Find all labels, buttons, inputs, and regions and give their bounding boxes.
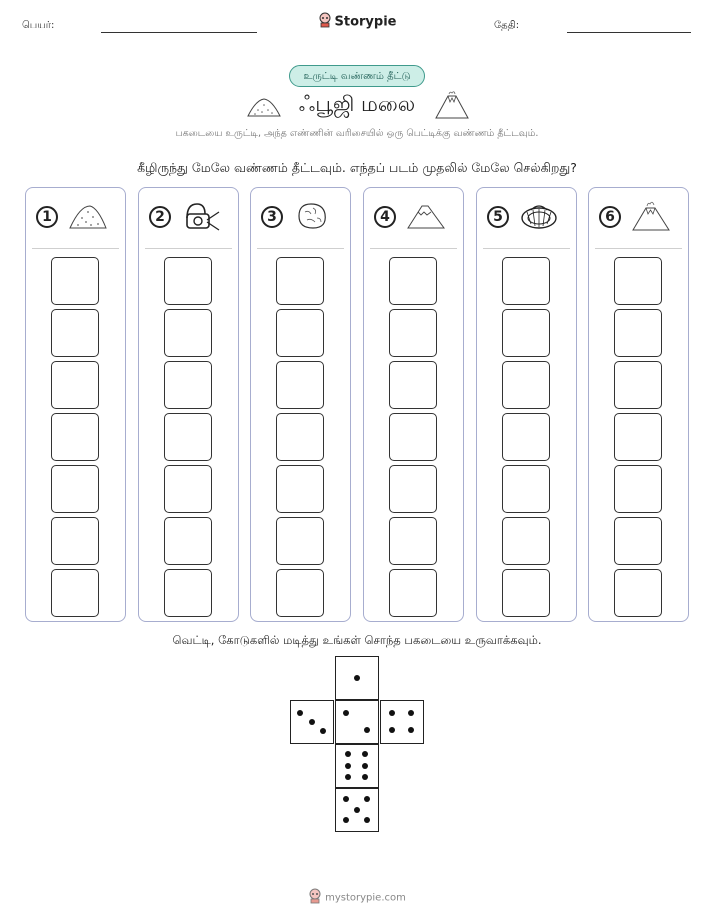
color-box[interactable] bbox=[614, 465, 662, 513]
dice-pip bbox=[297, 710, 303, 716]
date-line[interactable] bbox=[567, 32, 691, 33]
storypie-mascot-icon bbox=[308, 888, 322, 907]
dice-pip bbox=[309, 719, 315, 725]
activity-badge: உருட்டி வண்ணம் தீட்டு bbox=[289, 65, 425, 87]
color-box[interactable] bbox=[164, 413, 212, 461]
color-box[interactable] bbox=[164, 569, 212, 617]
name-line[interactable] bbox=[101, 32, 257, 33]
color-box[interactable] bbox=[164, 465, 212, 513]
dice-net bbox=[290, 656, 424, 836]
column-number: 6 bbox=[599, 206, 621, 228]
color-box[interactable] bbox=[276, 465, 324, 513]
dice-pip bbox=[354, 675, 360, 681]
dice-pip bbox=[354, 807, 360, 813]
column-4 bbox=[363, 187, 464, 622]
color-box[interactable] bbox=[502, 361, 550, 409]
straw-sandal-icon bbox=[519, 200, 559, 232]
column-number: 5 bbox=[487, 206, 509, 228]
color-box[interactable] bbox=[51, 465, 99, 513]
page-title: ஃபூஜி மலை bbox=[298, 92, 416, 116]
dice-pip bbox=[345, 774, 351, 780]
column-number: 1 bbox=[36, 206, 58, 228]
color-box[interactable] bbox=[614, 569, 662, 617]
color-box[interactable] bbox=[614, 309, 662, 357]
color-box[interactable] bbox=[502, 569, 550, 617]
brand-logo bbox=[0, 12, 714, 32]
dice-face-5 bbox=[335, 788, 379, 832]
color-box[interactable] bbox=[389, 309, 437, 357]
color-box[interactable] bbox=[502, 465, 550, 513]
footer-url[interactable]: mystorypie.com bbox=[325, 892, 406, 904]
snowy-mountain-icon bbox=[406, 200, 446, 232]
color-box[interactable] bbox=[614, 361, 662, 409]
sand-pile-icon bbox=[68, 200, 108, 232]
column-2 bbox=[138, 187, 239, 622]
column-divider bbox=[145, 248, 232, 249]
color-box[interactable] bbox=[276, 257, 324, 305]
color-box[interactable] bbox=[164, 361, 212, 409]
dice-pip bbox=[345, 751, 351, 757]
dice-face-3 bbox=[290, 700, 334, 744]
dice-pip bbox=[343, 796, 349, 802]
color-box[interactable] bbox=[389, 361, 437, 409]
color-box[interactable] bbox=[51, 361, 99, 409]
color-box[interactable] bbox=[51, 309, 99, 357]
question-text: கீழிருந்து மேலே வண்ணம் தீட்டவும். எந்தப் படம் முதலில் மேலே செல்கிறது? bbox=[137, 160, 577, 175]
page-subtitle: பகடையை உருட்டி, அந்த எண்ணின் வரிசையில் ஒரு பெட்டிக்கு வண்ணம் தீட்டவும். bbox=[175, 128, 539, 139]
color-box[interactable] bbox=[51, 517, 99, 565]
column-divider bbox=[370, 248, 457, 249]
column-number: 2 bbox=[149, 206, 171, 228]
dice-pip bbox=[364, 817, 370, 823]
column-divider bbox=[595, 248, 682, 249]
column-divider bbox=[257, 248, 344, 249]
column-number: 3 bbox=[261, 206, 283, 228]
color-box[interactable] bbox=[164, 257, 212, 305]
color-box[interactable] bbox=[389, 517, 437, 565]
color-box[interactable] bbox=[276, 413, 324, 461]
color-box[interactable] bbox=[614, 257, 662, 305]
name-label: பெயர்: bbox=[22, 20, 55, 31]
column-3 bbox=[250, 187, 351, 622]
color-box[interactable] bbox=[614, 413, 662, 461]
dice-pip bbox=[362, 763, 368, 769]
dice-face-6 bbox=[335, 744, 379, 788]
color-box[interactable] bbox=[502, 517, 550, 565]
dice-pip bbox=[408, 727, 414, 733]
dice-face-4 bbox=[380, 700, 424, 744]
color-box[interactable] bbox=[276, 517, 324, 565]
color-box[interactable] bbox=[164, 309, 212, 357]
color-box[interactable] bbox=[276, 309, 324, 357]
color-box[interactable] bbox=[276, 361, 324, 409]
dice-pip bbox=[345, 763, 351, 769]
date-label: தேதி: bbox=[494, 20, 520, 31]
dice-pip bbox=[389, 710, 395, 716]
footer bbox=[0, 888, 714, 907]
camera-icon bbox=[181, 200, 221, 232]
color-box[interactable] bbox=[389, 465, 437, 513]
dice-pip bbox=[343, 817, 349, 823]
dice-pip bbox=[364, 727, 370, 733]
brand-name: Storypie bbox=[334, 14, 397, 30]
dice-pip bbox=[408, 710, 414, 716]
cut-instruction: வெட்டி, கோடுகளில் மடித்து உங்கள் சொந்த பகடையை உருவாக்கவும். bbox=[172, 633, 542, 647]
volcano-title-icon bbox=[434, 90, 470, 124]
column-number: 4 bbox=[374, 206, 396, 228]
dice-face-1 bbox=[335, 656, 379, 700]
color-box[interactable] bbox=[51, 413, 99, 461]
rock-icon bbox=[293, 200, 333, 232]
color-box[interactable] bbox=[276, 569, 324, 617]
column-6 bbox=[588, 187, 689, 622]
color-box[interactable] bbox=[51, 569, 99, 617]
volcano-icon bbox=[631, 200, 671, 232]
color-box[interactable] bbox=[502, 413, 550, 461]
dice-pip bbox=[389, 727, 395, 733]
color-box[interactable] bbox=[51, 257, 99, 305]
color-box[interactable] bbox=[389, 569, 437, 617]
dice-pip bbox=[362, 751, 368, 757]
dice-pip bbox=[320, 728, 326, 734]
color-box[interactable] bbox=[502, 257, 550, 305]
column-divider bbox=[32, 248, 119, 249]
dice-pip bbox=[362, 774, 368, 780]
column-5 bbox=[476, 187, 577, 622]
column-1 bbox=[25, 187, 126, 622]
color-box[interactable] bbox=[389, 257, 437, 305]
dice-pip bbox=[364, 796, 370, 802]
dice-face-2 bbox=[335, 700, 379, 744]
dice-pip bbox=[343, 710, 349, 716]
color-box[interactable] bbox=[164, 517, 212, 565]
color-box[interactable] bbox=[614, 517, 662, 565]
color-box[interactable] bbox=[502, 309, 550, 357]
color-box[interactable] bbox=[389, 413, 437, 461]
storypie-mascot-icon bbox=[318, 12, 332, 32]
column-divider bbox=[483, 248, 570, 249]
